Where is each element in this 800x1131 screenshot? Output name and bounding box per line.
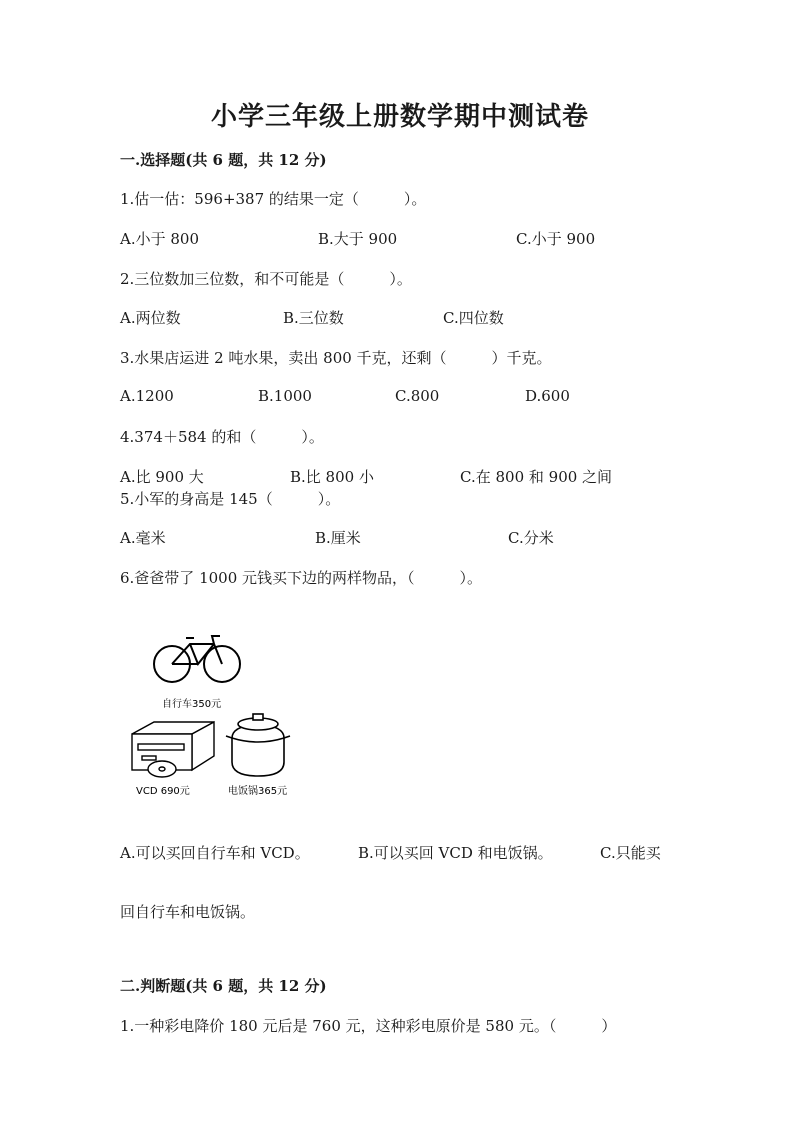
- q3-option-d: D.600: [525, 387, 570, 405]
- disc-icon: [148, 761, 176, 777]
- q2-option-b: B.三位数: [283, 309, 344, 327]
- q2-option-a: A.两位数: [120, 309, 181, 327]
- q1-option-b: B.大于 900: [318, 230, 398, 248]
- q4-option-c: C.在 800 和 900 之间: [460, 468, 613, 486]
- q6-option-c: C.只能买: [600, 844, 661, 862]
- question-1: 1.估一估：596+387 的结果一定（ ）。: [120, 190, 427, 208]
- question-2: 2.三位数加三位数，和不可能是（ ）。: [120, 270, 412, 288]
- q4-option-b: B.比 800 小: [290, 468, 374, 486]
- vcd-caption: VCD 690元: [136, 786, 190, 797]
- question-4: 4.374＋584 的和（ ）。: [120, 428, 324, 446]
- cooker-caption: 电饭锅365元: [228, 786, 288, 797]
- judgement-question-1: 1.一种彩电降价 180 元后是 760 元，这种彩电原价是 580 元。（ ）: [120, 1017, 617, 1035]
- q6-option-a: A.可以买回自行车和 VCD。: [120, 844, 310, 862]
- q3-option-c: C.800: [395, 387, 440, 405]
- section-heading-choice: 一.选择题(共 6 题，共 12 分): [120, 151, 327, 169]
- q5-option-a: A.毫米: [120, 529, 166, 547]
- rice-cooker-icon: [226, 714, 290, 776]
- q1-option-a: A.小于 800: [120, 230, 199, 248]
- question-5: 5.小军的身高是 145（ ）。: [120, 490, 341, 508]
- q6-option-c-continued: 回自行车和电饭锅。: [120, 903, 256, 921]
- q6-items-figure: [128, 630, 308, 805]
- q6-option-b: B.可以买回 VCD 和电饭锅。: [358, 844, 553, 862]
- vcd-player-icon: [132, 722, 214, 770]
- q4-option-a: A.比 900 大: [120, 468, 204, 486]
- q5-option-b: B.厘米: [315, 529, 361, 547]
- q2-option-c: C.四位数: [443, 309, 504, 327]
- q5-option-c: C.分米: [508, 529, 554, 547]
- section-heading-judgement: 二.判断题(共 6 题，共 12 分): [120, 977, 327, 995]
- question-3: 3.水果店运进 2 吨水果，卖出 800 千克，还剩（ ）千克。: [120, 349, 552, 367]
- q3-option-b: B.1000: [258, 387, 312, 405]
- q1-option-c: C.小于 900: [516, 230, 596, 248]
- question-6: 6.爸爸带了 1000 元钱买下边的两样物品，（ ）。: [120, 569, 483, 587]
- q3-option-a: A.1200: [120, 387, 174, 405]
- page-title: 小学三年级上册数学期中测试卷: [210, 102, 589, 132]
- bike-caption: 自行车350元: [162, 699, 222, 710]
- bicycle-icon: [154, 636, 240, 682]
